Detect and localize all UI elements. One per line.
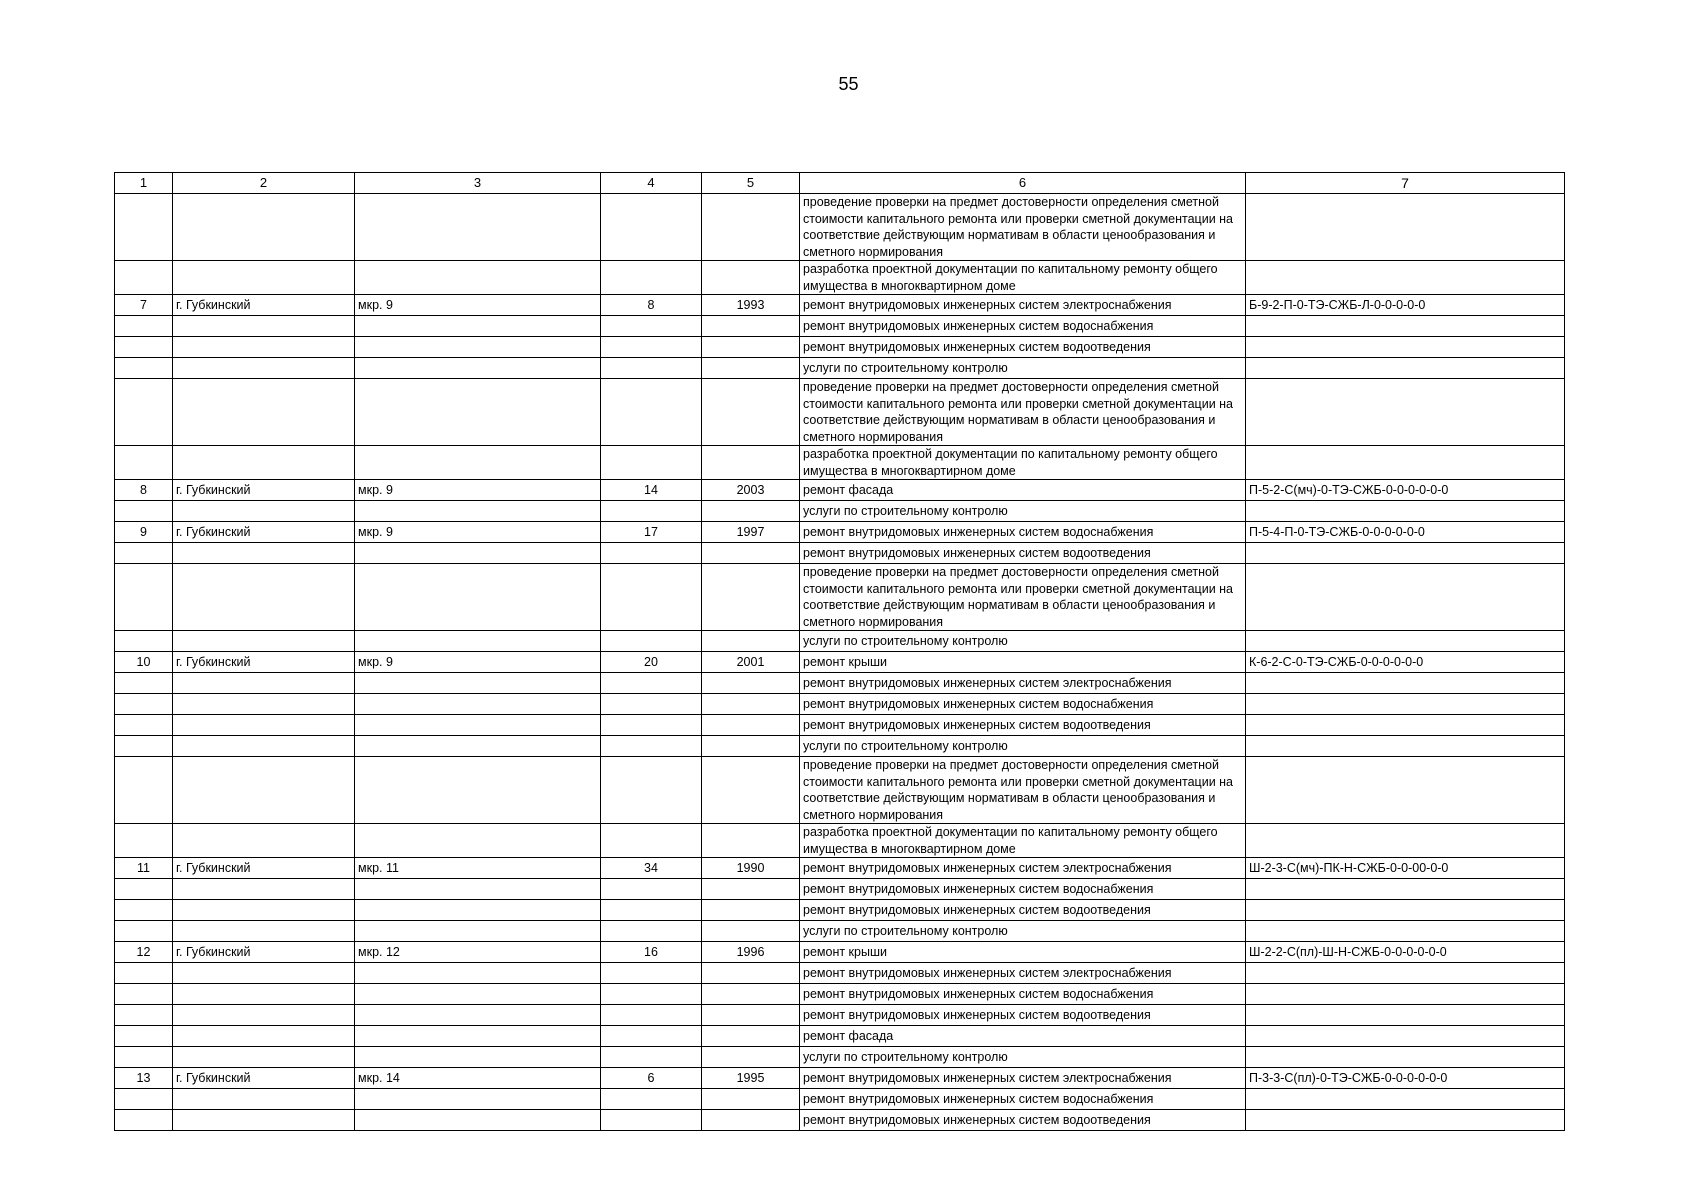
cell-code: Ш-2-3-С(мч)-ПК-Н-СЖБ-0-0-00-0-0	[1246, 858, 1565, 879]
cell-city: г. Губкинский	[173, 1068, 355, 1089]
cell-house	[601, 194, 702, 261]
cell-addr	[355, 194, 601, 261]
cell-city	[173, 757, 355, 824]
cell-addr: мкр. 9	[355, 295, 601, 316]
cell-city	[173, 900, 355, 921]
cell-year	[702, 921, 800, 942]
cell-work: ремонт внутридомовых инженерных систем электроснабжения	[800, 673, 1246, 694]
cell-addr	[355, 631, 601, 652]
cell-year	[702, 963, 800, 984]
cell-year	[702, 900, 800, 921]
table-row	[115, 316, 1565, 337]
cell-n	[115, 879, 173, 900]
cell-city	[173, 543, 355, 564]
cell-work: проведение проверки на предмет достоверности определения сметной стоимости капитального ремонта или проверки сметной документации на соответствие действующим нормативам в области ценообразования и сметного нормирования	[800, 564, 1246, 631]
cell-house	[601, 715, 702, 736]
cell-addr	[355, 501, 601, 522]
cell-code	[1246, 261, 1565, 295]
cell-addr	[355, 1005, 601, 1026]
cell-year	[702, 1047, 800, 1068]
cell-n: 12	[115, 942, 173, 963]
cell-n	[115, 261, 173, 295]
cell-work: ремонт внутридомовых инженерных систем водоотведения	[800, 715, 1246, 736]
cell-work: ремонт внутридомовых инженерных систем водоснабжения	[800, 316, 1246, 337]
cell-work: ремонт внутридомовых инженерных систем электроснабжения	[800, 295, 1246, 316]
cell-n	[115, 1005, 173, 1026]
cell-city	[173, 564, 355, 631]
cell-work: услуги по строительному контролю	[800, 631, 1246, 652]
cell-code: П-5-2-С(мч)-0-ТЭ-СЖБ-0-0-0-0-0-0	[1246, 480, 1565, 501]
cell-addr	[355, 736, 601, 757]
cell-city	[173, 194, 355, 261]
cell-house	[601, 1089, 702, 1110]
cell-work: ремонт фасада	[800, 1026, 1246, 1047]
cell-n	[115, 824, 173, 858]
cell-house	[601, 673, 702, 694]
cell-n: 10	[115, 652, 173, 673]
cell-house: 8	[601, 295, 702, 316]
cell-code	[1246, 379, 1565, 446]
cell-addr	[355, 984, 601, 1005]
cell-year	[702, 1089, 800, 1110]
cell-city: г. Губкинский	[173, 942, 355, 963]
cell-year: 2003	[702, 480, 800, 501]
cell-code: П-3-3-С(пл)-0-ТЭ-СЖБ-0-0-0-0-0-0	[1246, 1068, 1565, 1089]
cell-house	[601, 446, 702, 480]
cell-house	[601, 1005, 702, 1026]
cell-work: разработка проектной документации по капитальному ремонту общего имущества в многоквартирном доме	[800, 446, 1246, 480]
column-header: 2	[173, 173, 355, 194]
cell-code	[1246, 900, 1565, 921]
cell-code	[1246, 543, 1565, 564]
cell-city	[173, 261, 355, 295]
cell-house	[601, 900, 702, 921]
cell-city: г. Губкинский	[173, 480, 355, 501]
cell-addr	[355, 694, 601, 715]
cell-addr: мкр. 14	[355, 1068, 601, 1089]
cell-house	[601, 1047, 702, 1068]
cell-addr	[355, 358, 601, 379]
cell-code	[1246, 631, 1565, 652]
cell-city	[173, 673, 355, 694]
cell-year	[702, 824, 800, 858]
cell-house	[601, 824, 702, 858]
cell-code	[1246, 921, 1565, 942]
cell-house	[601, 1026, 702, 1047]
cell-year	[702, 631, 800, 652]
cell-code	[1246, 824, 1565, 858]
cell-addr	[355, 337, 601, 358]
cell-code: Б-9-2-П-0-ТЭ-СЖБ-Л-0-0-0-0-0	[1246, 295, 1565, 316]
cell-work: ремонт внутридомовых инженерных систем водоснабжения	[800, 984, 1246, 1005]
cell-city	[173, 1110, 355, 1131]
cell-year: 1995	[702, 1068, 800, 1089]
cell-city	[173, 631, 355, 652]
table-row	[115, 942, 1565, 963]
cell-work: ремонт внутридомовых инженерных систем водоотведения	[800, 1005, 1246, 1026]
table-row	[115, 900, 1565, 921]
cell-addr	[355, 1089, 601, 1110]
table-row	[115, 858, 1565, 879]
cell-city	[173, 963, 355, 984]
cell-work: ремонт внутридомовых инженерных систем водоснабжения	[800, 522, 1246, 543]
cell-house	[601, 879, 702, 900]
cell-n	[115, 715, 173, 736]
cell-addr	[355, 757, 601, 824]
cell-n: 9	[115, 522, 173, 543]
cell-addr	[355, 316, 601, 337]
cell-addr: мкр. 9	[355, 522, 601, 543]
cell-year	[702, 564, 800, 631]
cell-n: 13	[115, 1068, 173, 1089]
cell-house	[601, 757, 702, 824]
cell-city	[173, 316, 355, 337]
cell-city: г. Губкинский	[173, 295, 355, 316]
table-row	[115, 757, 1565, 824]
cell-code	[1246, 1110, 1565, 1131]
cell-work: ремонт фасада	[800, 480, 1246, 501]
cell-n	[115, 337, 173, 358]
cell-city	[173, 984, 355, 1005]
cell-work: проведение проверки на предмет достоверности определения сметной стоимости капитального ремонта или проверки сметной документации на соответствие действующим нормативам в области ценообразования и сметного нормирования	[800, 194, 1246, 261]
table-row	[115, 564, 1565, 631]
cell-code	[1246, 673, 1565, 694]
column-header: 6	[800, 173, 1246, 194]
cell-work: услуги по строительному контролю	[800, 501, 1246, 522]
cell-house: 20	[601, 652, 702, 673]
cell-year	[702, 501, 800, 522]
cell-work: разработка проектной документации по капитальному ремонту общего имущества в многоквартирном доме	[800, 261, 1246, 295]
cell-house	[601, 631, 702, 652]
cell-code	[1246, 736, 1565, 757]
cell-addr	[355, 963, 601, 984]
cell-n	[115, 501, 173, 522]
cell-work: ремонт крыши	[800, 942, 1246, 963]
table-row	[115, 879, 1565, 900]
cell-n	[115, 1026, 173, 1047]
cell-city	[173, 501, 355, 522]
cell-code: К-6-2-С-0-ТЭ-СЖБ-0-0-0-0-0-0	[1246, 652, 1565, 673]
cell-n: 8	[115, 480, 173, 501]
cell-year	[702, 736, 800, 757]
table-row	[115, 1026, 1565, 1047]
cell-house: 14	[601, 480, 702, 501]
cell-work: ремонт внутридомовых инженерных систем электроснабжения	[800, 963, 1246, 984]
cell-code	[1246, 501, 1565, 522]
column-header: 1	[115, 173, 173, 194]
cell-addr	[355, 879, 601, 900]
cell-work: ремонт внутридомовых инженерных систем водоснабжения	[800, 1089, 1246, 1110]
cell-addr: мкр. 11	[355, 858, 601, 879]
cell-work: ремонт внутридомовых инженерных систем водоснабжения	[800, 694, 1246, 715]
cell-city	[173, 824, 355, 858]
table-row	[115, 358, 1565, 379]
cell-city	[173, 337, 355, 358]
column-header: 7	[1246, 173, 1565, 194]
table-row	[115, 1005, 1565, 1026]
cell-house: 16	[601, 942, 702, 963]
cell-code	[1246, 1005, 1565, 1026]
column-header: 5	[702, 173, 800, 194]
cell-year: 2001	[702, 652, 800, 673]
cell-city: г. Губкинский	[173, 522, 355, 543]
cell-city	[173, 879, 355, 900]
cell-city	[173, 736, 355, 757]
cell-house: 6	[601, 1068, 702, 1089]
table-row	[115, 501, 1565, 522]
cell-addr	[355, 673, 601, 694]
cell-code: Ш-2-2-С(пл)-Ш-Н-СЖБ-0-0-0-0-0-0	[1246, 942, 1565, 963]
cell-year	[702, 879, 800, 900]
cell-n	[115, 543, 173, 564]
cell-year	[702, 261, 800, 295]
cell-code	[1246, 1026, 1565, 1047]
cell-work: ремонт внутридомовых инженерных систем водоснабжения	[800, 879, 1246, 900]
cell-addr: мкр. 12	[355, 942, 601, 963]
cell-code	[1246, 984, 1565, 1005]
cell-work: услуги по строительному контролю	[800, 736, 1246, 757]
works-table	[114, 172, 1565, 1131]
table-row	[115, 652, 1565, 673]
cell-year	[702, 715, 800, 736]
cell-n	[115, 757, 173, 824]
cell-year	[702, 1005, 800, 1026]
cell-n	[115, 194, 173, 261]
cell-year	[702, 1026, 800, 1047]
cell-city	[173, 1047, 355, 1068]
cell-house	[601, 316, 702, 337]
cell-year	[702, 379, 800, 446]
cell-code	[1246, 564, 1565, 631]
table-row	[115, 921, 1565, 942]
page-number: 55	[838, 74, 859, 94]
cell-addr	[355, 261, 601, 295]
cell-code: П-5-4-П-0-ТЭ-СЖБ-0-0-0-0-0-0	[1246, 522, 1565, 543]
cell-addr	[355, 543, 601, 564]
cell-work: услуги по строительному контролю	[800, 921, 1246, 942]
table-row	[115, 694, 1565, 715]
cell-city	[173, 715, 355, 736]
cell-work: проведение проверки на предмет достоверности определения сметной стоимости капитального ремонта или проверки сметной документации на соответствие действующим нормативам в области ценообразования и сметного нормирования	[800, 757, 1246, 824]
cell-code	[1246, 446, 1565, 480]
cell-city	[173, 1026, 355, 1047]
table-row	[115, 673, 1565, 694]
table-row	[115, 446, 1565, 480]
cell-house	[601, 261, 702, 295]
cell-code	[1246, 358, 1565, 379]
cell-addr	[355, 564, 601, 631]
cell-year: 1993	[702, 295, 800, 316]
cell-house	[601, 963, 702, 984]
cell-n	[115, 900, 173, 921]
cell-work: услуги по строительному контролю	[800, 1047, 1246, 1068]
table-row	[115, 984, 1565, 1005]
cell-city: г. Губкинский	[173, 858, 355, 879]
cell-addr	[355, 379, 601, 446]
cell-n	[115, 736, 173, 757]
cell-work: ремонт внутридомовых инженерных систем электроснабжения	[800, 858, 1246, 879]
cell-n	[115, 984, 173, 1005]
cell-n	[115, 1110, 173, 1131]
table-row	[115, 379, 1565, 446]
cell-code	[1246, 715, 1565, 736]
cell-addr	[355, 1026, 601, 1047]
cell-addr	[355, 900, 601, 921]
table-row	[115, 1110, 1565, 1131]
cell-house	[601, 501, 702, 522]
cell-code	[1246, 1047, 1565, 1068]
cell-house	[601, 564, 702, 631]
cell-city	[173, 1089, 355, 1110]
cell-n	[115, 631, 173, 652]
cell-city	[173, 694, 355, 715]
cell-year: 1997	[702, 522, 800, 543]
cell-work: проведение проверки на предмет достоверности определения сметной стоимости капитального ремонта или проверки сметной документации на соответствие действующим нормативам в области ценообразования и сметного нормирования	[800, 379, 1246, 446]
table-body	[115, 173, 1565, 1131]
cell-city	[173, 1005, 355, 1026]
cell-house	[601, 337, 702, 358]
cell-work: ремонт крыши	[800, 652, 1246, 673]
cell-n	[115, 446, 173, 480]
cell-n	[115, 963, 173, 984]
cell-n	[115, 564, 173, 631]
cell-year	[702, 757, 800, 824]
table-row	[115, 736, 1565, 757]
cell-year	[702, 358, 800, 379]
cell-year: 1990	[702, 858, 800, 879]
cell-house: 17	[601, 522, 702, 543]
cell-work: разработка проектной документации по капитальному ремонту общего имущества в многоквартирном доме	[800, 824, 1246, 858]
cell-year	[702, 194, 800, 261]
cell-addr	[355, 715, 601, 736]
cell-work: услуги по строительному контролю	[800, 358, 1246, 379]
table-row	[115, 522, 1565, 543]
cell-house	[601, 543, 702, 564]
cell-house	[601, 736, 702, 757]
cell-addr: мкр. 9	[355, 480, 601, 501]
cell-year	[702, 337, 800, 358]
cell-year	[702, 446, 800, 480]
cell-house	[601, 358, 702, 379]
cell-n	[115, 1047, 173, 1068]
table-row	[115, 715, 1565, 736]
table-row	[115, 1089, 1565, 1110]
cell-addr: мкр. 9	[355, 652, 601, 673]
cell-year	[702, 1110, 800, 1131]
cell-code	[1246, 963, 1565, 984]
cell-n	[115, 1089, 173, 1110]
cell-n	[115, 358, 173, 379]
table-row	[115, 1068, 1565, 1089]
cell-work: ремонт внутридомовых инженерных систем водоотведения	[800, 1110, 1246, 1131]
cell-year: 1996	[702, 942, 800, 963]
cell-code	[1246, 757, 1565, 824]
cell-work: ремонт внутридомовых инженерных систем электроснабжения	[800, 1068, 1246, 1089]
column-header: 3	[355, 173, 601, 194]
cell-addr	[355, 446, 601, 480]
cell-code	[1246, 694, 1565, 715]
cell-n	[115, 694, 173, 715]
table-row	[115, 295, 1565, 316]
cell-n	[115, 673, 173, 694]
cell-house	[601, 1110, 702, 1131]
cell-year	[702, 316, 800, 337]
table-row	[115, 963, 1565, 984]
cell-n: 7	[115, 295, 173, 316]
table-row	[115, 1047, 1565, 1068]
table-row	[115, 480, 1565, 501]
cell-house: 34	[601, 858, 702, 879]
cell-code	[1246, 194, 1565, 261]
cell-addr	[355, 1047, 601, 1068]
cell-city	[173, 446, 355, 480]
cell-city	[173, 379, 355, 446]
cell-code	[1246, 1089, 1565, 1110]
cell-work: ремонт внутридомовых инженерных систем водоотведения	[800, 337, 1246, 358]
cell-addr	[355, 1110, 601, 1131]
cell-city	[173, 921, 355, 942]
table-row	[115, 631, 1565, 652]
table-row	[115, 824, 1565, 858]
cell-house	[601, 984, 702, 1005]
cell-addr	[355, 824, 601, 858]
column-header: 4	[601, 173, 702, 194]
table-row	[115, 543, 1565, 564]
header-row	[115, 173, 1565, 194]
cell-code	[1246, 879, 1565, 900]
cell-house	[601, 379, 702, 446]
cell-addr	[355, 921, 601, 942]
table-row	[115, 337, 1565, 358]
cell-code	[1246, 337, 1565, 358]
cell-year	[702, 984, 800, 1005]
table-row	[115, 261, 1565, 295]
table-row	[115, 194, 1565, 261]
cell-city	[173, 358, 355, 379]
cell-n	[115, 921, 173, 942]
cell-year	[702, 673, 800, 694]
cell-n: 11	[115, 858, 173, 879]
cell-city: г. Губкинский	[173, 652, 355, 673]
cell-n	[115, 379, 173, 446]
cell-work: ремонт внутридомовых инженерных систем водоотведения	[800, 900, 1246, 921]
cell-house	[601, 921, 702, 942]
cell-year	[702, 543, 800, 564]
cell-code	[1246, 316, 1565, 337]
cell-work: ремонт внутридомовых инженерных систем водоотведения	[800, 543, 1246, 564]
cell-year	[702, 694, 800, 715]
cell-n	[115, 316, 173, 337]
cell-house	[601, 694, 702, 715]
